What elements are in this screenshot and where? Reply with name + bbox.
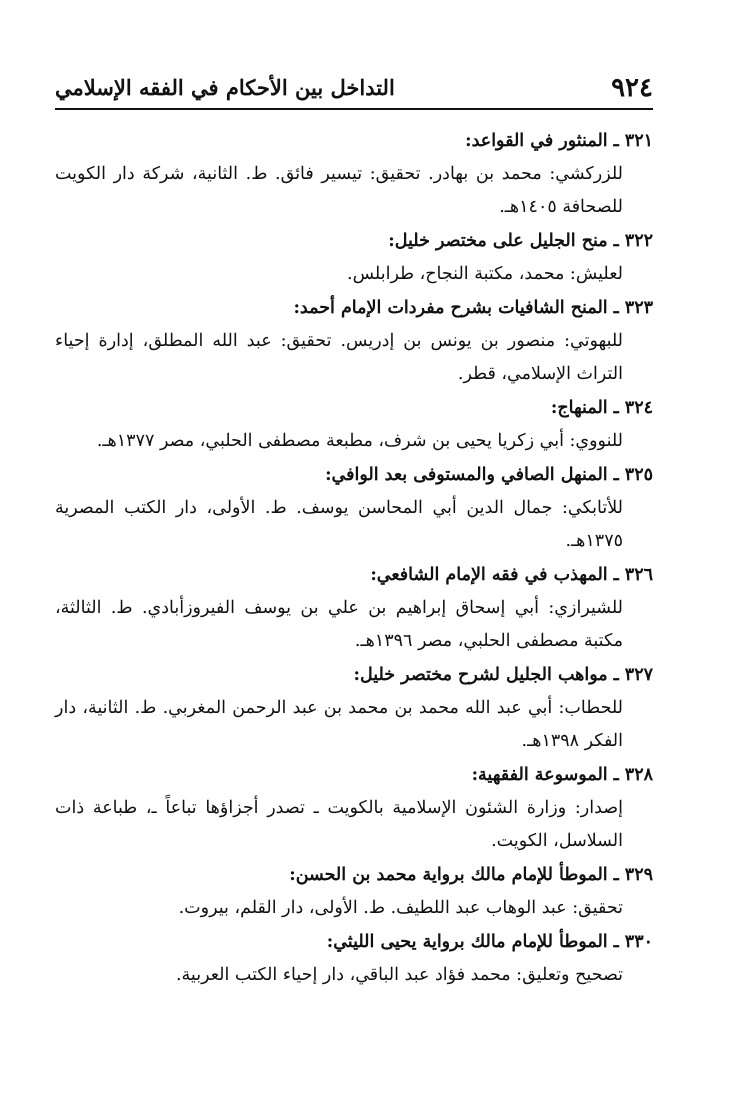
entry-dash: ـ — [613, 131, 619, 151]
entry-title-text: المنهاج: — [550, 398, 608, 418]
bibliography-entry — [55, 224, 653, 291]
entry-body: تصحيح وتعليق: محمد فؤاد عبد الباقي، دار إحياء الكتب العربية. — [175, 965, 623, 985]
entry-title — [55, 558, 653, 592]
entry-body: للحطاب: أبي عبد الله محمد بن محمد بن عبد الرحمن المغربي. ط. الثانية، دار الفكر ١٣٩٨هـ. — [55, 698, 623, 751]
bibliography-entry — [55, 124, 653, 224]
entry-number: ٣٣٠ — [624, 932, 653, 952]
entry-number: ٣٢٣ — [624, 298, 653, 318]
entry-title-text: المنهل الصافي والمستوفى بعد الوافي: — [325, 465, 608, 485]
entry-number: ٣٢٦ — [624, 565, 653, 585]
bibliography-entry — [55, 391, 653, 458]
page-number: ٩٢٤ — [611, 73, 653, 103]
entry-dash: ـ — [613, 298, 619, 318]
entry-body: لعليش: محمد، مكتبة النجاح، طرابلس. — [347, 264, 623, 284]
entry-body: للأتابكي: جمال الدين أبي المحاسن يوسف. ط. الأولى، دار الكتب المصرية ١٣٧٥هـ. — [55, 498, 623, 551]
entry-title — [55, 224, 653, 258]
entry-dash: ـ — [613, 465, 619, 485]
entry-dash: ـ — [613, 932, 619, 952]
bibliography-entry — [55, 458, 653, 558]
entry-dash: ـ — [613, 231, 619, 251]
book-page — [55, 60, 653, 992]
entry-dash: ـ — [613, 398, 619, 418]
entry-title — [55, 458, 653, 492]
entry-body: للنووي: أبي زكريا يحيى بن شرف، مطبعة مصطفى الحلبي، مصر ١٣٧٧هـ. — [96, 431, 623, 451]
entry-title-text: الموطأ للإمام مالك برواية محمد بن الحسن: — [289, 865, 608, 885]
bibliography-list — [55, 124, 653, 992]
entry-body: إصدار: وزارة الشئون الإسلامية بالكويت ـ تصدر أجزاؤها تباعاً ـ، طباعة ذات السلاسل، الكويت. — [55, 798, 623, 851]
entry-number: ٣٢٤ — [624, 398, 653, 418]
entry-dash: ـ — [613, 865, 619, 885]
entry-title-text: مواهب الجليل لشرح مختصر خليل: — [353, 665, 608, 685]
entry-body: للبهوتي: منصور بن يونس بن إدريس. تحقيق: عبد الله المطلق، إدارة إحياء التراث الإسلامي، قطر. — [55, 331, 623, 384]
entry-title — [55, 291, 653, 325]
entry-number: ٣٢٢ — [624, 231, 653, 251]
entry-dash: ـ — [613, 565, 619, 585]
bibliography-entry — [55, 658, 653, 758]
bibliography-entry — [55, 858, 653, 925]
entry-title — [55, 124, 653, 158]
entry-number: ٣٢٧ — [624, 665, 653, 685]
page-header — [55, 60, 653, 110]
entry-title-text: الموطأ للإمام مالك برواية يحيى الليثي: — [326, 932, 608, 952]
entry-body: تحقيق: عبد الوهاب عبد اللطيف. ط. الأولى، دار القلم، بيروت. — [178, 898, 623, 918]
entry-body: للزركشي: محمد بن بهادر. تحقيق: تيسير فائق. ط. الثانية، شركة دار الكويت للصحافة ١٤٠٥هـ. — [55, 164, 623, 217]
entry-title — [55, 858, 653, 892]
entry-number: ٣٢٨ — [624, 765, 653, 785]
entry-title-text: الموسوعة الفقهية: — [471, 765, 608, 785]
entry-body: للشيرازي: أبي إسحاق إبراهيم بن علي بن يوسف الفيروزأبادي. ط. الثالثة، مكتبة مصطفى الحلبي، مصر ١٣٩٦هـ. — [55, 598, 623, 651]
entry-title — [55, 925, 653, 959]
entry-title — [55, 391, 653, 425]
entry-number: ٣٢٩ — [624, 865, 653, 885]
entry-title — [55, 758, 653, 792]
entry-number: ٣٢٥ — [624, 465, 653, 485]
entry-title-text: المنثور في القواعد: — [465, 131, 608, 151]
entry-dash: ـ — [613, 665, 619, 685]
entry-number: ٣٢١ — [624, 131, 653, 151]
bibliography-entry — [55, 558, 653, 658]
entry-title-text: منح الجليل على مختصر خليل: — [388, 231, 608, 251]
entry-title-text: المنح الشافيات بشرح مفردات الإمام أحمد: — [293, 298, 608, 318]
bibliography-entry — [55, 291, 653, 391]
entry-title — [55, 658, 653, 692]
running-title: التداخل بين الأحكام في الفقه الإسلامي — [55, 75, 395, 100]
entry-dash: ـ — [613, 765, 619, 785]
bibliography-entry — [55, 925, 653, 992]
bibliography-entry — [55, 758, 653, 858]
entry-title-text: المهذب في فقه الإمام الشافعي: — [370, 565, 608, 585]
